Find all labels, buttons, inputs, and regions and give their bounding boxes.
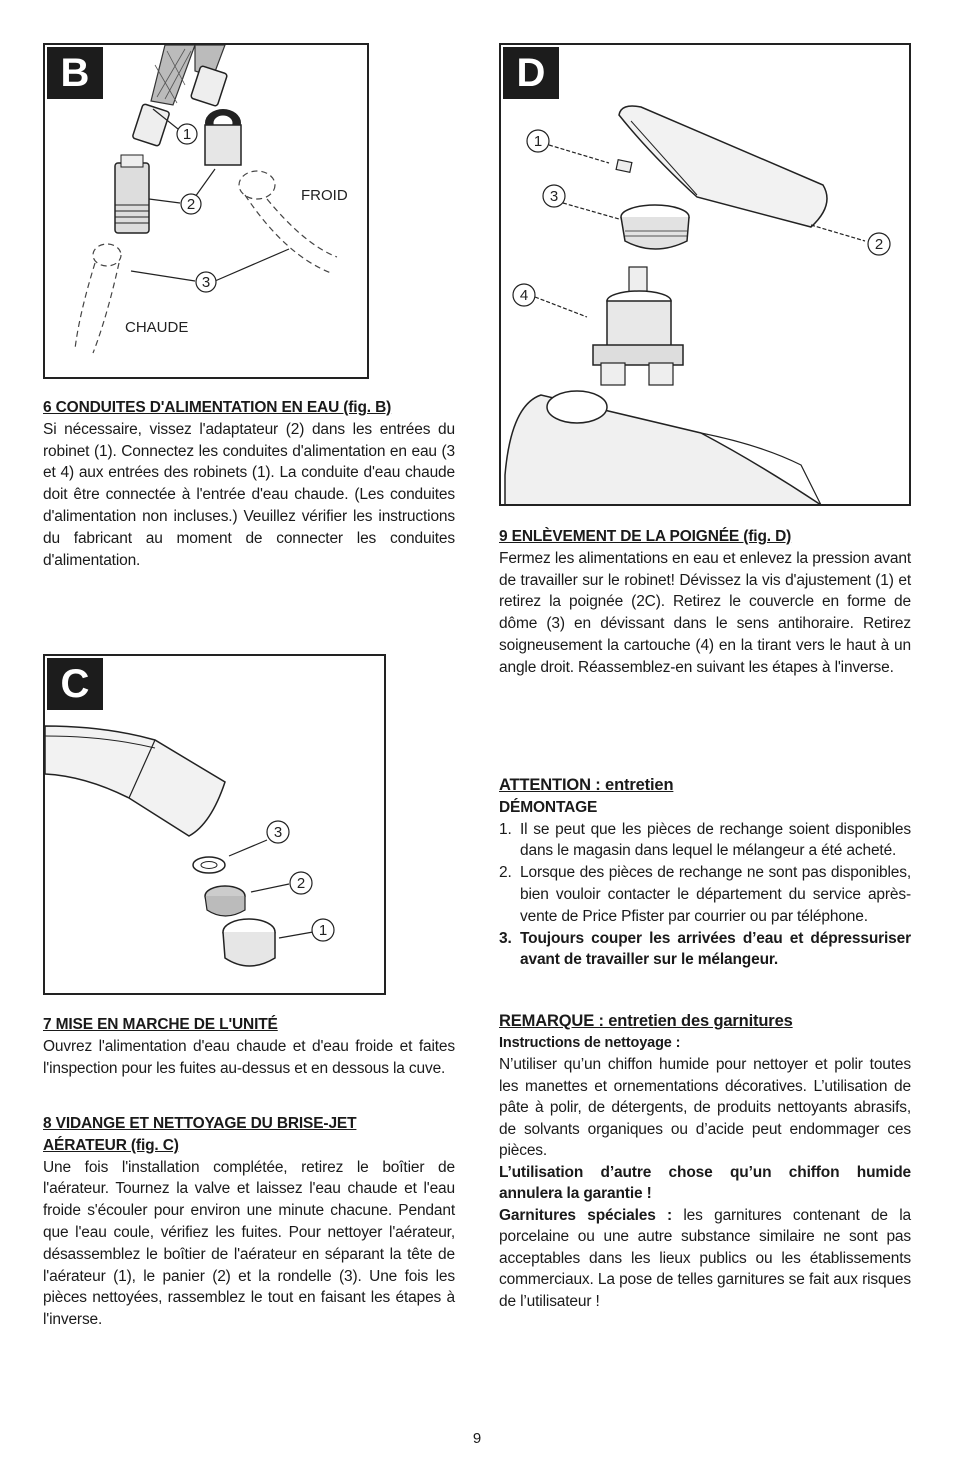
list-item-text: Toujours couper les arrivées d’eau et dépressuriser avant de travailler sur le mélangeur. [520,929,911,969]
attention-subheading: DÉMONTAGE [499,798,598,816]
section-9 [499,526,911,679]
section-6-heading: 6 CONDUITES D'ALIMENTATION EN EAU (fig. B) [43,399,392,416]
section-8-heading-line1: 8 VIDANGE ET NETTOYAGE DU BRISE-JET [43,1115,357,1132]
figure-d [499,43,911,506]
figure-b-letter: B [47,47,103,99]
page-number: 9 [472,1430,482,1447]
figure-d-letter: D [503,47,559,99]
figure-b-illustration [45,45,367,377]
section-6 [43,397,455,571]
figure-c-illustration [45,656,384,993]
list-item-number: 1. [499,820,512,838]
section-7-body: Ouvrez l'alimentation d'eau chaude et d'eau froide et faites l'inspection pour les fuites au-dessus et en dessous la cuve. [43,1037,455,1077]
figure-d-illustration [501,45,909,504]
list-item [499,819,911,863]
figure-c-callout-3: 3 [273,824,283,841]
remarque-warning: L’utilisation d’autre chose qu’un chiffon humide annulera la garantie ! [499,1163,911,1202]
remarque-section [499,1011,911,1312]
figure-c-callout-2: 2 [296,875,306,892]
list-item-number: 3. [499,929,512,947]
figure-b-label-froid: FROID [301,187,348,204]
section-6-body: Si nécessaire, vissez l'adaptateur (2) dans les entrées du robinet (1). Connectez les conduites d'alimentation en eau (3 et 4) aux entrées des robinets (1). La conduite d'eau chaude doit être connectée à l'entrée d'eau chaude. (Les conduites d'alimentation non incluses.) Veuillez vérifier les instructions du fabricant au moment de connecter les conduites d'alimentation. [43,420,455,569]
list-item-number: 2. [499,864,512,882]
remarque-special-text: les garnitures contenant de la porcelaine ou une autre substance similaire ne sont pas acceptables dans les lieux publics ou les établissements commerciaux. La pose de telles garnitures se fait aux risques de l’utilisateur ! [499,1206,911,1310]
attention-list [499,819,911,972]
remarque-subheading: Instructions de nettoyage : [499,1034,681,1051]
figure-d-callout-1: 1 [533,133,543,150]
figure-b-callout-1: 1 [182,126,192,143]
remarque-body: N’utiliser qu’un chiffon humide pour nettoyer et polir toutes les manettes et ornementations décoratives. L’utilisation de pâte à polir, de détergents, de produits nettoyants abrasifs, de solvants organiques ou d’acide peut endommager ces pièces. [499,1056,911,1159]
section-8 [43,1113,455,1331]
figure-d-callout-2: 2 [874,236,884,253]
figure-d-callout-3: 3 [549,188,559,205]
figure-b [43,43,369,379]
remarque-special-label: Garnitures spéciales : [499,1206,673,1224]
figure-d-callout-4: 4 [519,287,529,304]
section-8-body: Une fois l'installation complétée, retirez le boîtier de l'aérateur. Tournez la valve et laissez l'eau chaude et l'eau froide s'écouler pour environ une minute chacune. Pendant que l'eau coule, vérifiez les fuites. Pour nettoyer l'aérateur, désassemblez le boîtier de l'aérateur en séparant la tête de l'aérateur (1), le panier (2) et la rondelle (3). Une fois les pièces nettoyées, rassemblez le tout en faisant les étapes à l'inverse. [43,1158,455,1329]
figure-b-label-chaude: CHAUDE [125,319,189,336]
figure-c [43,654,386,995]
attention-heading: ATTENTION : entretien [499,776,674,794]
list-item-text: Lorsque des pièces de rechange ne sont pas disponibles, bien vouloir contacter le département du service après-vente de Price Pfister par courrier ou par téléphone. [520,864,911,925]
list-item-text: Il se peut que les pièces de rechange soient disponibles dans le magasin dans lequel le mélangeur a été acheté. [520,820,911,860]
figure-c-callout-1: 1 [318,922,328,939]
section-7-heading: 7 MISE EN MARCHE DE L'UNITÉ [43,1016,278,1033]
remarque-heading: REMARQUE : entretien des garnitures [499,1012,793,1030]
section-9-body: Fermez les alimentations en eau et enlevez la pression avant de travailler sur le robinet! Dévissez la vis d'ajustement (1) et retirez la poignée (2C). Retirez le couvercle en forme de dôme (3) en dévissant dans le sens antihoraire. Retirez soigneusement la cartouche (4) en la tirant vers le haut à un angle droit. Réassemblez-en suivant les étapes à l'inverse. [499,549,911,676]
section-8-heading-line2: AÉRATEUR (fig. C) [43,1136,179,1154]
list-item [499,862,911,927]
remarque-special [499,1205,911,1313]
figure-b-callout-3: 3 [201,274,211,291]
list-item [499,928,911,972]
section-7 [43,1014,455,1079]
figure-c-letter: C [47,658,103,710]
figure-b-callout-2: 2 [186,196,196,213]
attention-section [499,775,911,971]
section-9-heading: 9 ENLÈVEMENT DE LA POIGNÉE (fig. D) [499,528,792,545]
